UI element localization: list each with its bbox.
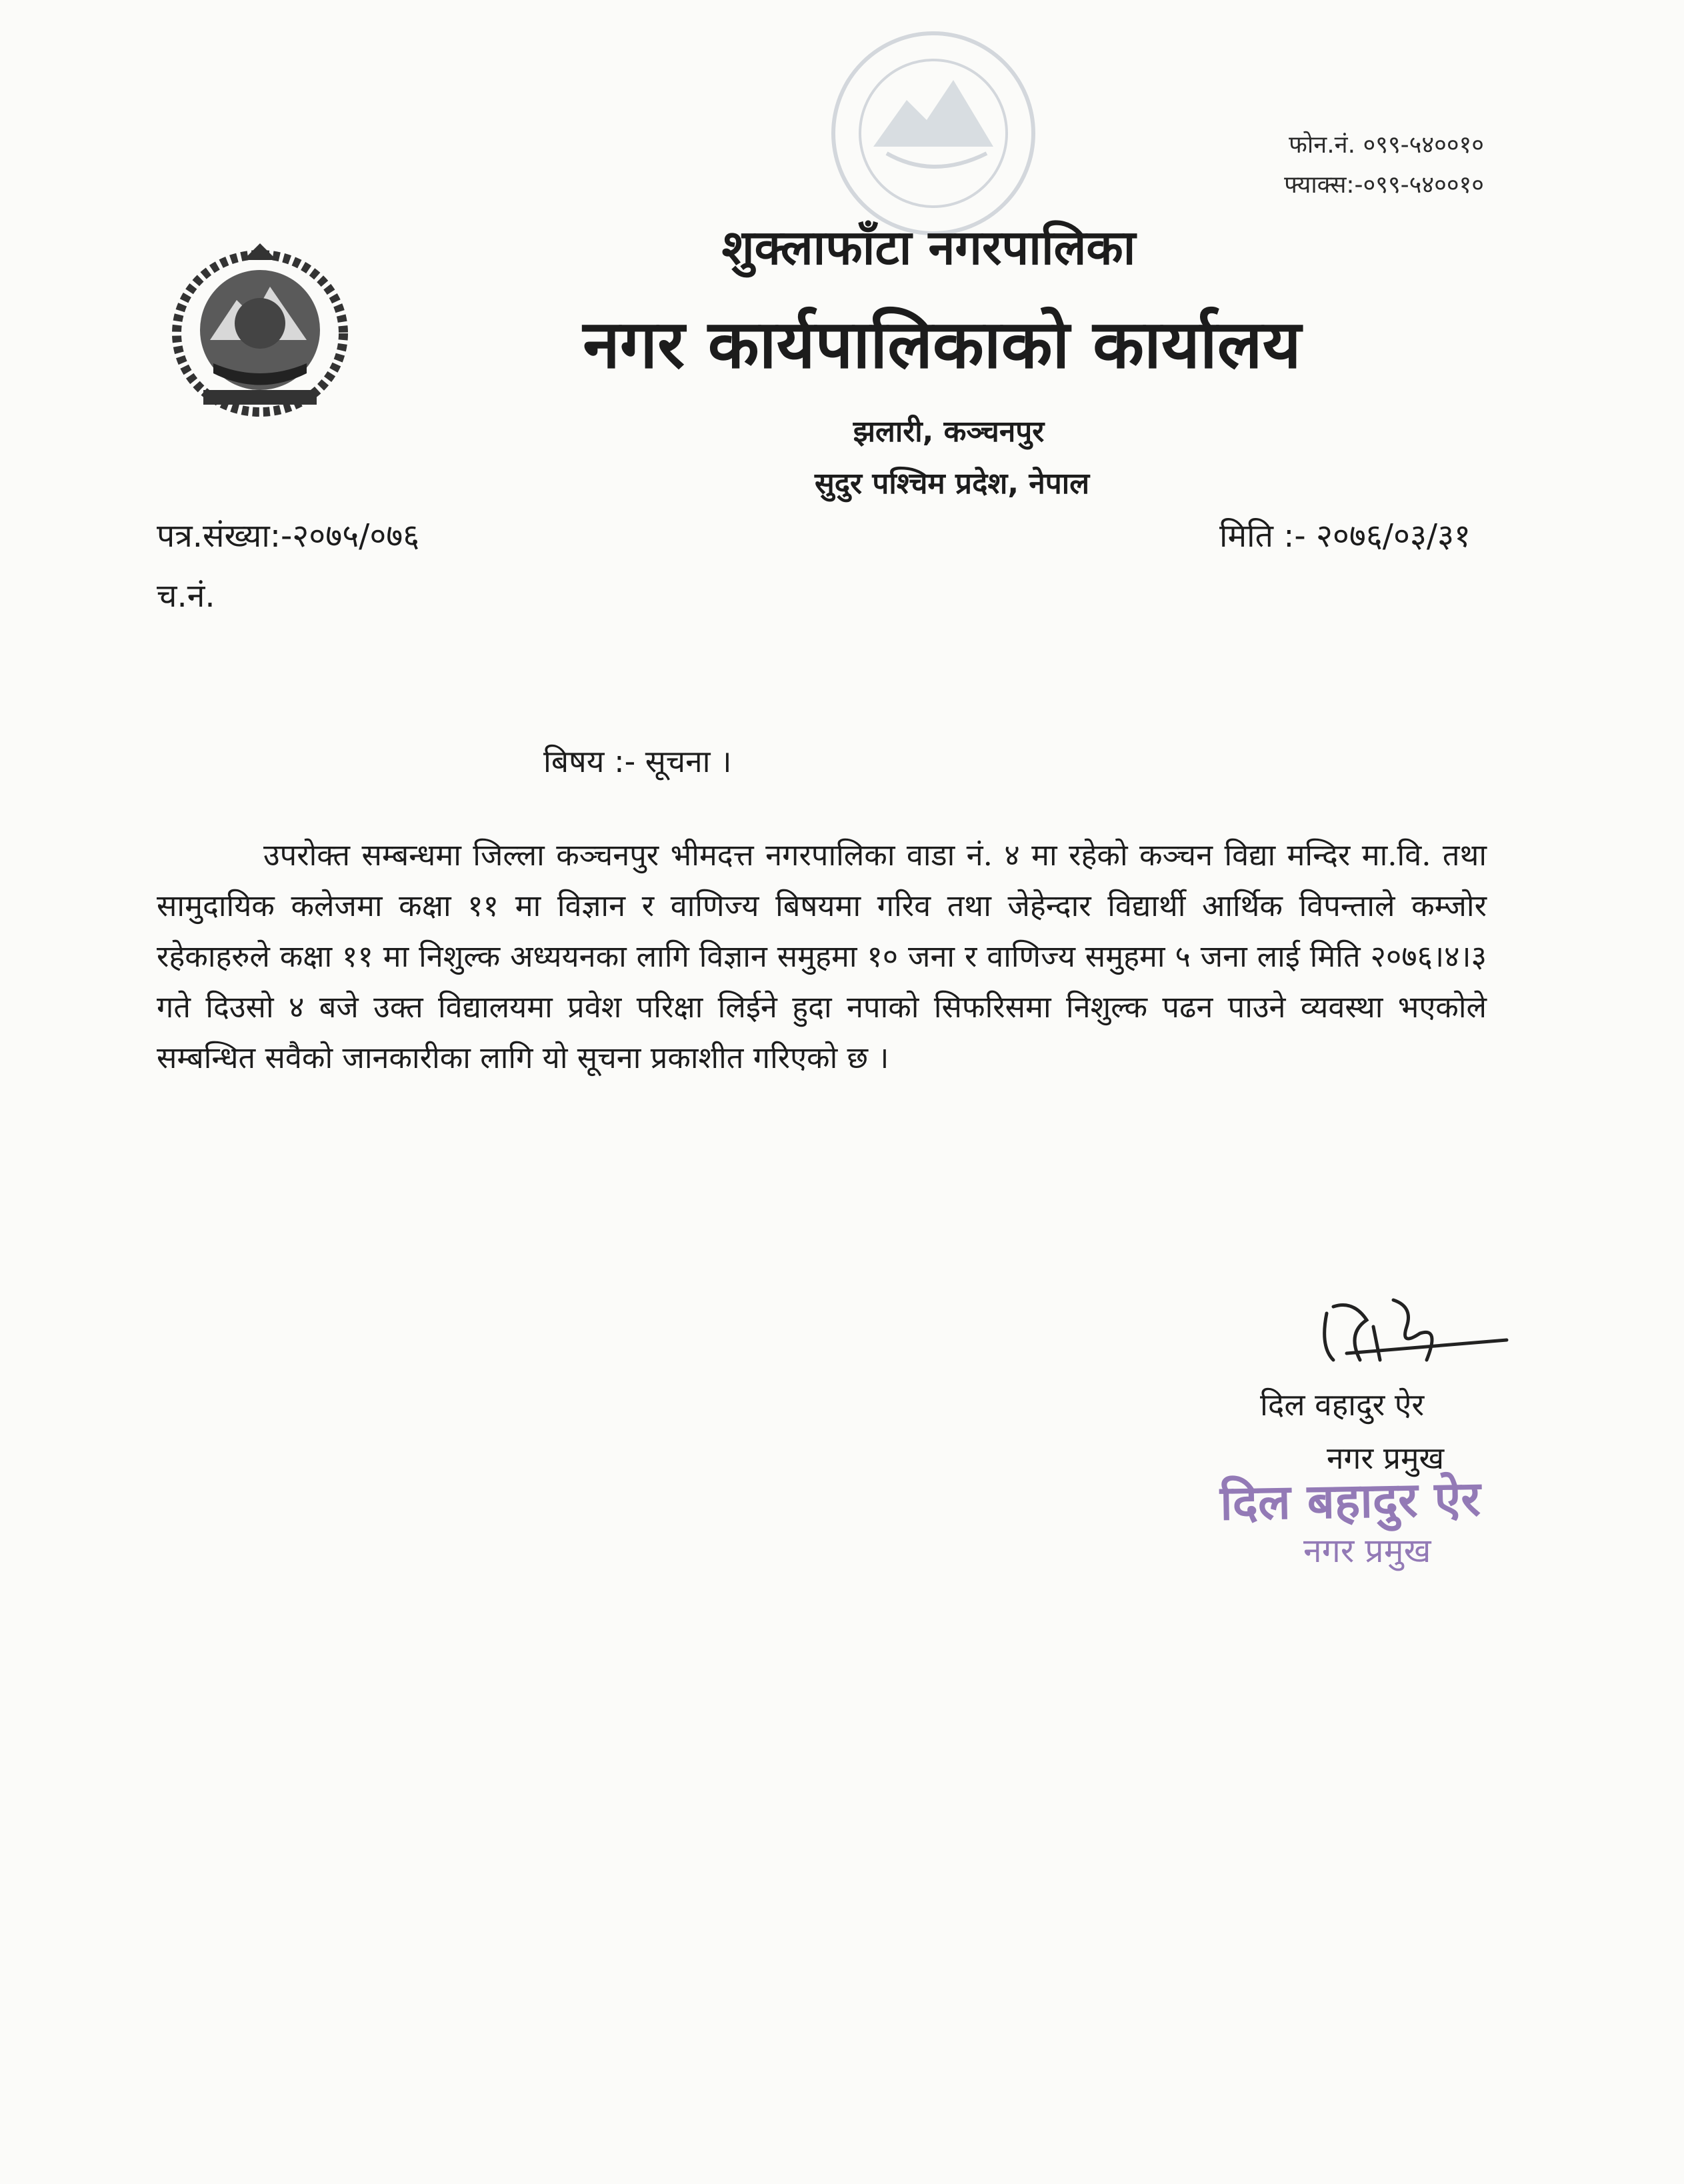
contact-block [1284, 125, 1484, 205]
phone-number: फोन.नं. ०९९-५४००१० [1289, 131, 1484, 159]
municipality-name: शुक्लाफाँटा नगरपालिका [721, 219, 1136, 275]
address-line-1: झलारी, कञ्चनपुर [853, 415, 1045, 449]
notice-body: उपरोक्त सम्बन्धमा जिल्ला कञ्चनपुर भीमदत्त नगरपालिका वाडा नं. ४ मा रहेको कञ्चन विद्या मन्दिर मा.वि. तथा सामुदायिक कलेजमा कक्षा ११ मा विज्ञान र वाणिज्य बिषयमा गरिव तथा जेहेन्दार विद्यार्थी आर्थिक विपन्ताले कम्जोर रहेकाहरुले कक्षा ११ मा निशुल्क अध्ययनका लागि विज्ञान समुहमा १० जना र वाणिज्य समुहमा ५ जना लाई मिति २०७६।४।३ गते दिउसो ४ बजे उक्त विद्यालयमा प्रवेश परिक्षा लिईने हुदा नपाको सिफरिसमा निशुल्क पढन पाउने व्यवस्था भएकोले सम्बन्धित सवैको जानकारीका लागि यो सूचना प्रकाशीत गरिएको छ । [157, 837, 1487, 1075]
address-line-2: सुदुर पश्चिम प्रदेश, नेपाल [814, 467, 1090, 501]
signatory-title: नगर प्रमुख [1327, 1440, 1445, 1476]
fax-number: फ्याक्स:-०९९-५४००१० [1284, 171, 1484, 199]
office-title: नगर कार्यपालिकाको कार्यालय [583, 305, 1301, 383]
reference-number: पत्र.संख्या:-२०७५/०७६ [157, 517, 420, 555]
dispatch-number: च.नं. [157, 577, 215, 615]
subject-line: बिषय :- सूचना । [543, 743, 732, 779]
stamp-name: दिल बहादुर ऐर [1219, 1470, 1481, 1531]
signatory-name: दिल वहादुर ऐर [1260, 1387, 1425, 1423]
stamp-title: नगर प्रमुख [1303, 1531, 1431, 1570]
handwritten-signature [1307, 1287, 1520, 1387]
letter-date: मिति :- २०७६/०३/३१ [1219, 517, 1471, 555]
